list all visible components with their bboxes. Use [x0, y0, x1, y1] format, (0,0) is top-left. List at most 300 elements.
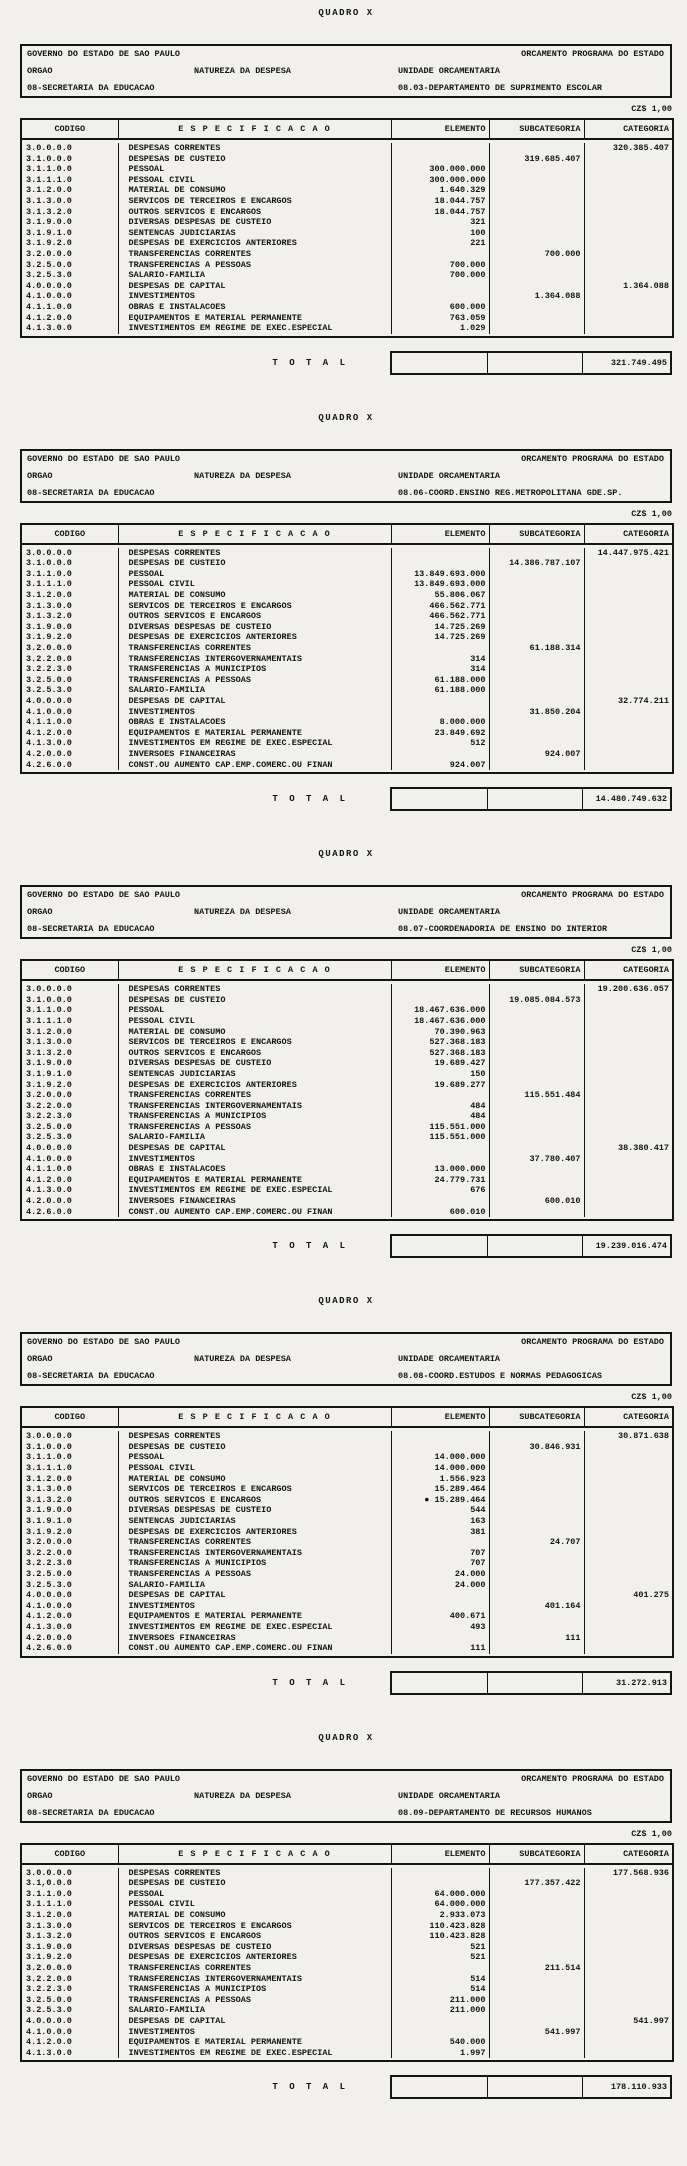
- categoria-cell: [584, 323, 673, 334]
- especificacao-cell: EQUIPAMENTOS E MATERIAL PERMANENTE: [118, 1611, 391, 1622]
- codigo-cell: 3.2.5.3.0: [21, 1580, 118, 1591]
- especificacao-cell: PESSOAL: [118, 164, 391, 175]
- subcategoria-cell: [489, 654, 584, 665]
- elemento-cell: 527.368.183: [391, 1048, 489, 1059]
- especificacao-cell: TRANSFERENCIAS A PESSOAS: [118, 260, 391, 271]
- subcategoria-cell: [489, 1048, 584, 1059]
- especificacao-cell: SALARIO-FAMILIA: [118, 270, 391, 281]
- table-row: [21, 1442, 673, 1453]
- table-row: [21, 1090, 673, 1101]
- subcategoria-cell: [489, 1942, 584, 1953]
- categoria-cell: 177.568.936: [584, 1868, 673, 1879]
- categoria-cell: 1.364.088: [584, 281, 673, 292]
- column-header-3: SUBCATEGORIA: [489, 119, 584, 139]
- total-box: [390, 2075, 672, 2099]
- codigo-cell: 4.0.0.0.0: [21, 1143, 118, 1154]
- table-row: [21, 1548, 673, 1559]
- especificacao-cell: OUTROS SERVICOS E ENCARGOS: [118, 1048, 391, 1059]
- total-box: [390, 1671, 672, 1695]
- codigo-cell: 4.1.3.0.0: [21, 2048, 118, 2059]
- categoria-cell: [584, 1611, 673, 1622]
- table-row: [21, 281, 673, 292]
- total-row: [20, 787, 672, 811]
- table-row: [21, 611, 673, 622]
- unidade-orcamentaria-label: UNIDADE ORCAMENTARIA: [398, 907, 501, 918]
- subcategoria-cell: [489, 207, 584, 218]
- especificacao-cell: DESPESAS CORRENTES: [118, 548, 391, 559]
- categoria-cell: [584, 1580, 673, 1591]
- column-header-3: SUBCATEGORIA: [489, 960, 584, 980]
- codigo-cell: 3.1.1.1.0: [21, 579, 118, 590]
- codigo-cell: 3.1.9.2.0: [21, 1080, 118, 1091]
- total-label: T O T A L: [272, 1241, 348, 1252]
- codigo-cell: 3.1.2.0.0: [21, 1027, 118, 1038]
- especificacao-cell: OUTROS SERVICOS E ENCARGOS: [118, 207, 391, 218]
- elemento-cell: 540.000: [391, 2037, 489, 2048]
- budget-program-label: ORCAMENTO PROGRAMA DO ESTADO: [521, 1337, 664, 1348]
- especificacao-cell: DESPESAS DE CUSTEIO: [118, 558, 391, 569]
- subcategoria-cell: [489, 1931, 584, 1942]
- natureza-despesa-label: NATUREZA DA DESPESA: [194, 907, 291, 918]
- header-box: [20, 1769, 672, 1823]
- codigo-cell: 4.1.2.0.0: [21, 728, 118, 739]
- subcategoria-cell: [489, 1175, 584, 1186]
- categoria-cell: [584, 622, 673, 633]
- codigo-cell: 3.1.3.2.0: [21, 611, 118, 622]
- total-box: [390, 787, 672, 811]
- table-row: [21, 1005, 673, 1016]
- table-row: [21, 1484, 673, 1495]
- subcategoria-cell: [489, 1643, 584, 1654]
- categoria-cell: [584, 1048, 673, 1059]
- quadro-section: [20, 413, 672, 811]
- table-row: [21, 1505, 673, 1516]
- especificacao-cell: SERVICOS DE TERCEIROS E ENCARGOS: [118, 196, 391, 207]
- table-row: [21, 1601, 673, 1612]
- elemento-cell: 521: [391, 1952, 489, 1963]
- codigo-cell: 3.1.9.2.0: [21, 1952, 118, 1963]
- table-row: [21, 548, 673, 559]
- codigo-cell: 3.1.2.0.0: [21, 1474, 118, 1485]
- codigo-cell: 3.1.9.0.0: [21, 1505, 118, 1516]
- especificacao-cell: INVESTIMENTOS: [118, 1154, 391, 1165]
- elemento-cell: [391, 1154, 489, 1165]
- categoria-cell: [584, 291, 673, 302]
- categoria-cell: [584, 1952, 673, 1963]
- codigo-cell: 3.1.2.0.0: [21, 185, 118, 196]
- especificacao-cell: DESPESAS DE CUSTEIO: [118, 995, 391, 1006]
- codigo-cell: 4.1.2.0.0: [21, 313, 118, 324]
- categoria-cell: [584, 260, 673, 271]
- subcategoria-cell: [489, 1558, 584, 1569]
- codigo-cell: 3.1.9.0.0: [21, 1942, 118, 1953]
- subcategoria-cell: [489, 579, 584, 590]
- table-row: [21, 1995, 673, 2006]
- categoria-cell: [584, 1995, 673, 2006]
- table-row: [21, 685, 673, 696]
- table-row: [21, 260, 673, 271]
- table-row: [21, 1899, 673, 1910]
- elemento-cell: 1.997: [391, 2048, 489, 2059]
- categoria-cell: [584, 717, 673, 728]
- table-row: [21, 654, 673, 665]
- column-header-row: [21, 960, 673, 980]
- categoria-cell: [584, 1185, 673, 1196]
- codigo-cell: 3.1.3.2.0: [21, 1495, 118, 1506]
- especificacao-cell: INVESTIMENTOS: [118, 2027, 391, 2038]
- elemento-cell: 514: [391, 1974, 489, 1985]
- categoria-cell: 541.997: [584, 2016, 673, 2027]
- subcategoria-cell: 401.164: [489, 1601, 584, 1612]
- categoria-cell: [584, 590, 673, 601]
- categoria-cell: [584, 2048, 673, 2059]
- natureza-despesa-label: NATUREZA DA DESPESA: [194, 66, 291, 76]
- categoria-cell: [584, 1537, 673, 1548]
- subcategoria-cell: [489, 196, 584, 207]
- especificacao-cell: DESPESAS DE CAPITAL: [118, 1590, 391, 1601]
- especificacao-cell: TRANSFERENCIAS A PESSOAS: [118, 675, 391, 686]
- elemento-cell: [391, 548, 489, 559]
- elemento-cell: 24.779.731: [391, 1175, 489, 1186]
- codigo-cell: 3.1.0.0.0: [21, 558, 118, 569]
- subcategoria-cell: 319.685.407: [489, 154, 584, 165]
- elemento-cell: 64.000.000: [391, 1889, 489, 1900]
- column-header-2: ELEMENTO: [391, 1844, 489, 1864]
- quadro-section: [20, 849, 672, 1258]
- codigo-cell: 4.0.0.0.0: [21, 2016, 118, 2027]
- table-row: [21, 2016, 673, 2027]
- table-row: [21, 1175, 673, 1186]
- categoria-cell: 14.447.975.421: [584, 548, 673, 559]
- total-label: T O T A L: [272, 1677, 348, 1688]
- table-row: [21, 1037, 673, 1048]
- codigo-cell: 3.2.0.0.0: [21, 1963, 118, 1974]
- subcategoria-cell: [489, 302, 584, 313]
- table-row: [21, 1185, 673, 1196]
- codigo-cell: 3.1.1.1.0: [21, 1016, 118, 1027]
- table-row: [21, 1516, 673, 1527]
- subcategoria-cell: [489, 1590, 584, 1601]
- table-row: [21, 984, 673, 995]
- table-row: [21, 728, 673, 739]
- especificacao-cell: INVESTIMENTOS EM REGIME DE EXEC.ESPECIAL: [118, 738, 391, 749]
- categoria-cell: 320.385.407: [584, 143, 673, 154]
- categoria-cell: [584, 1643, 673, 1654]
- table-row: [21, 1452, 673, 1463]
- elemento-cell: 466.562.771: [391, 601, 489, 612]
- table-row: [21, 632, 673, 643]
- especificacao-cell: TRANSFERENCIAS CORRENTES: [118, 1963, 391, 1974]
- table-row: [21, 1868, 673, 1879]
- subcategoria-cell: [489, 1868, 584, 1879]
- especificacao-cell: INVESTIMENTOS EM REGIME DE EXEC.ESPECIAL: [118, 323, 391, 334]
- elemento-cell: [391, 1633, 489, 1644]
- total-value: 19.239.016.474: [595, 1241, 667, 1252]
- categoria-cell: [584, 1080, 673, 1091]
- subcategoria-cell: [489, 696, 584, 707]
- unidade-value: 08.09-DEPARTAMENTO DE RECURSOS HUMANOS: [398, 1807, 592, 1818]
- especificacao-cell: DESPESAS DE CUSTEIO: [118, 1442, 391, 1453]
- especificacao-cell: TRANSFERENCIAS INTERGOVERNAMENTAIS: [118, 654, 391, 665]
- codigo-cell: 3.2.5.0.0: [21, 1995, 118, 2006]
- table-row: [21, 1558, 673, 1569]
- header-box: [20, 1332, 672, 1386]
- especificacao-cell: SALARIO-FAMILIA: [118, 1580, 391, 1591]
- codigo-cell: 3.1.3.2.0: [21, 207, 118, 218]
- elemento-cell: 924.007: [391, 760, 489, 771]
- codigo-cell: 4.1.3.0.0: [21, 1622, 118, 1633]
- total-value: 31.272.913: [615, 1677, 667, 1688]
- categoria-cell: [584, 1196, 673, 1207]
- categoria-cell: [584, 760, 673, 771]
- table-row: [21, 1622, 673, 1633]
- elemento-cell: [391, 995, 489, 1006]
- header-line-3: [22, 83, 670, 97]
- elemento-cell: [391, 1878, 489, 1889]
- especificacao-cell: TRANSFERENCIAS INTERGOVERNAMENTAIS: [118, 1101, 391, 1112]
- natureza-despesa-label: NATUREZA DA DESPESA: [194, 1790, 291, 1801]
- unidade-value: 08.03-DEPARTAMENTO DE SUPRIMENTO ESCOLAR: [398, 83, 603, 93]
- categoria-cell: 401.275: [584, 1590, 673, 1601]
- codigo-cell: 3.0.0.0.0: [21, 1868, 118, 1879]
- header-box: [20, 885, 672, 939]
- codigo-cell: 4.0.0.0.0: [21, 281, 118, 292]
- table-row: [21, 643, 673, 654]
- categoria-cell: [584, 1132, 673, 1143]
- column-header-2: ELEMENTO: [391, 1407, 489, 1427]
- subcategoria-cell: [489, 1622, 584, 1633]
- table-row: [21, 1058, 673, 1069]
- elemento-cell: 14.000.000: [391, 1452, 489, 1463]
- categoria-cell: [584, 685, 673, 696]
- subcategoria-cell: 700.000: [489, 249, 584, 260]
- categoria-cell: [584, 154, 673, 165]
- elemento-cell: 18.467.636.000: [391, 1016, 489, 1027]
- especificacao-cell: INVESTIMENTOS: [118, 707, 391, 718]
- table-row: [21, 1069, 673, 1080]
- categoria-cell: [584, 1111, 673, 1122]
- table-row: [21, 2048, 673, 2059]
- elemento-cell: 707: [391, 1548, 489, 1559]
- subcategoria-cell: [489, 1899, 584, 1910]
- especificacao-cell: TRANSFERENCIAS A MUNICIPIOS: [118, 664, 391, 675]
- codigo-cell: 3.2.5.3.0: [21, 2005, 118, 2016]
- codigo-cell: 3.1.9.1.0: [21, 1069, 118, 1080]
- table-row: [21, 313, 673, 324]
- especificacao-cell: CONST.OU AUMENTO CAP.EMP.COMERC.OU FINAN: [118, 1643, 391, 1654]
- total-elemento-cell: [392, 353, 488, 373]
- budget-table: [20, 118, 674, 338]
- elemento-cell: [391, 154, 489, 165]
- column-header-4: CATEGORIA: [584, 1407, 673, 1427]
- especificacao-cell: DESPESAS DE CUSTEIO: [118, 1878, 391, 1889]
- codigo-cell: 3.2.2.0.0: [21, 1101, 118, 1112]
- subcategoria-cell: 31.850.204: [489, 707, 584, 718]
- especificacao-cell: PESSOAL: [118, 1889, 391, 1900]
- total-box: [390, 351, 672, 375]
- elemento-cell: 381: [391, 1527, 489, 1538]
- table-row: [21, 291, 673, 302]
- codigo-cell: 3.0.0.0.0: [21, 143, 118, 154]
- total-row: [20, 1671, 672, 1695]
- categoria-cell: 38.380.417: [584, 1143, 673, 1154]
- elemento-cell: 14.725.269: [391, 622, 489, 633]
- especificacao-cell: TRANSFERENCIAS INTERGOVERNAMENTAIS: [118, 1974, 391, 1985]
- codigo-cell: 4.0.0.0.0: [21, 696, 118, 707]
- especificacao-cell: DESPESAS DE EXERCICIOS ANTERIORES: [118, 1527, 391, 1538]
- orgao-value: 08-SECRETARIA DA EDUCACAO: [27, 83, 155, 93]
- subcategoria-cell: [489, 675, 584, 686]
- subcategoria-cell: [489, 1431, 584, 1442]
- column-header-1: E S P E C I F I C A C A O: [118, 960, 391, 980]
- total-label: T O T A L: [272, 794, 348, 805]
- table-row: [21, 664, 673, 675]
- codigo-cell: 4.1.1.0.0: [21, 1164, 118, 1175]
- government-name: GOVERNO DO ESTADO DE SAO PAULO: [27, 1337, 181, 1348]
- quadro-title: QUADRO X: [318, 8, 374, 18]
- elemento-cell: 19.689.277: [391, 1080, 489, 1091]
- elemento-cell: [391, 1196, 489, 1207]
- subcategoria-cell: 924.007: [489, 749, 584, 760]
- categoria-cell: [584, 1558, 673, 1569]
- categoria-cell: [584, 1463, 673, 1474]
- header-line-2: [22, 1791, 670, 1805]
- categoria-cell: [584, 1175, 673, 1186]
- subcategoria-cell: 600.010: [489, 1196, 584, 1207]
- orgao-label: ORGAO: [27, 907, 53, 918]
- especificacao-cell: DESPESAS CORRENTES: [118, 984, 391, 995]
- especificacao-cell: INVERSOES FINANCEIRAS: [118, 749, 391, 760]
- especificacao-cell: SENTENCAS JUDICIARIAS: [118, 1516, 391, 1527]
- categoria-cell: [584, 654, 673, 665]
- unidade-orcamentaria-label: UNIDADE ORCAMENTARIA: [398, 1354, 501, 1365]
- column-header-row: [21, 1844, 673, 1864]
- codigo-cell: 4.2.0.0.0: [21, 1196, 118, 1207]
- categoria-cell: [584, 664, 673, 675]
- table-row: [21, 228, 673, 239]
- currency-unit-label: CZ$ 1,00: [631, 1392, 672, 1403]
- categoria-cell: [584, 611, 673, 622]
- budget-table: [20, 1843, 674, 2063]
- especificacao-cell: INVERSOES FINANCEIRAS: [118, 1633, 391, 1644]
- subcategoria-cell: [489, 185, 584, 196]
- categoria-cell: [584, 1569, 673, 1580]
- especificacao-cell: PESSOAL CIVIL: [118, 1899, 391, 1910]
- especificacao-cell: SERVICOS DE TERCEIROS E ENCARGOS: [118, 601, 391, 612]
- table-row: [21, 302, 673, 313]
- table-row: [21, 2027, 673, 2038]
- currency-unit-label: CZ$ 1,00: [631, 508, 672, 519]
- unidade-orcamentaria-label: UNIDADE ORCAMENTARIA: [398, 66, 501, 76]
- codigo-cell: 3.1.1.0.0: [21, 1889, 118, 1900]
- codigo-cell: 4.1.0.0.0: [21, 291, 118, 302]
- codigo-cell: 4.1.3.0.0: [21, 738, 118, 749]
- table-row: [21, 1942, 673, 1953]
- elemento-cell: 14.725.269: [391, 632, 489, 643]
- table-row: [21, 622, 673, 633]
- elemento-cell: 23.849.692: [391, 728, 489, 739]
- codigo-cell: 3.2.5.3.0: [21, 685, 118, 696]
- subcategoria-cell: [489, 1164, 584, 1175]
- especificacao-cell: EQUIPAMENTOS E MATERIAL PERMANENTE: [118, 728, 391, 739]
- categoria-cell: [584, 1122, 673, 1133]
- elemento-cell: [391, 291, 489, 302]
- especificacao-cell: DIVERSAS DESPESAS DE CUSTEIO: [118, 1942, 391, 1953]
- codigo-cell: 3.2.2.3.0: [21, 1111, 118, 1122]
- categoria-cell: [584, 1548, 673, 1559]
- quadro-title: QUADRO X: [318, 1732, 374, 1743]
- table-row: [21, 1569, 673, 1580]
- especificacao-cell: OUTROS SERVICOS E ENCARGOS: [118, 1931, 391, 1942]
- table-row: [21, 323, 673, 334]
- especificacao-cell: SENTENCAS JUDICIARIAS: [118, 1069, 391, 1080]
- codigo-cell: 3.1.0.0.0: [21, 154, 118, 165]
- subcategoria-cell: [489, 2048, 584, 2059]
- categoria-cell: [584, 1474, 673, 1485]
- especificacao-cell: SERVICOS DE TERCEIROS E ENCARGOS: [118, 1037, 391, 1048]
- government-name: GOVERNO DO ESTADO DE SAO PAULO: [27, 1773, 181, 1784]
- budget-table: [20, 959, 674, 1221]
- subcategoria-cell: 19.085.084.573: [489, 995, 584, 1006]
- especificacao-cell: TRANSFERENCIAS A MUNICIPIOS: [118, 1984, 391, 1995]
- budget-program-label: ORCAMENTO PROGRAMA DO ESTADO: [521, 453, 664, 464]
- especificacao-cell: MATERIAL DE CONSUMO: [118, 1474, 391, 1485]
- codigo-cell: 3.1.9.0.0: [21, 1058, 118, 1069]
- subcategoria-cell: 61.188.314: [489, 643, 584, 654]
- codigo-cell: 3.2.2.3.0: [21, 664, 118, 675]
- categoria-cell: [584, 1495, 673, 1506]
- elemento-cell: 484: [391, 1101, 489, 1112]
- table-row: [21, 1164, 673, 1175]
- column-header-1: E S P E C I F I C A C A O: [118, 1407, 391, 1427]
- categoria-cell: [584, 1101, 673, 1112]
- codigo-cell: 3.1.1.1.0: [21, 1463, 118, 1474]
- especificacao-cell: DESPESAS DE CAPITAL: [118, 281, 391, 292]
- table-row: [21, 1889, 673, 1900]
- header-line-2: [22, 1354, 670, 1368]
- subcategoria-cell: 1.364.088: [489, 291, 584, 302]
- categoria-cell: [584, 175, 673, 186]
- column-header-4: CATEGORIA: [584, 1844, 673, 1864]
- column-header-0: CODIGO: [21, 1407, 118, 1427]
- especificacao-cell: CONST.OU AUMENTO CAP.EMP.COMERC.OU FINAN: [118, 760, 391, 771]
- table-row: [21, 217, 673, 228]
- subcategoria-cell: [489, 217, 584, 228]
- government-name: GOVERNO DO ESTADO DE SAO PAULO: [27, 453, 181, 464]
- elemento-cell: 115.551.000: [391, 1122, 489, 1133]
- table-row: [21, 1132, 673, 1143]
- especificacao-cell: TRANSFERENCIAS CORRENTES: [118, 1090, 391, 1101]
- subcategoria-cell: [489, 1952, 584, 1963]
- codigo-cell: 3.1.9.1.0: [21, 228, 118, 239]
- column-header-row: [21, 1407, 673, 1427]
- currency-unit-label: CZ$ 1,00: [631, 945, 672, 956]
- budget-program-label: ORCAMENTO PROGRAMA DO ESTADO: [521, 890, 664, 901]
- especificacao-cell: PESSOAL CIVIL: [118, 1463, 391, 1474]
- categoria-cell: [584, 196, 673, 207]
- table-row: [21, 1207, 673, 1218]
- subcategoria-cell: 111: [489, 1633, 584, 1644]
- categoria-cell: [584, 738, 673, 749]
- orgao-label: ORGAO: [27, 470, 53, 481]
- codigo-cell: 3.1.9.0.0: [21, 622, 118, 633]
- categoria-cell: [584, 228, 673, 239]
- table-row: [21, 1111, 673, 1122]
- header-line-3: [22, 488, 670, 502]
- subcategoria-cell: [489, 685, 584, 696]
- elemento-cell: [391, 707, 489, 718]
- table-row: [21, 164, 673, 175]
